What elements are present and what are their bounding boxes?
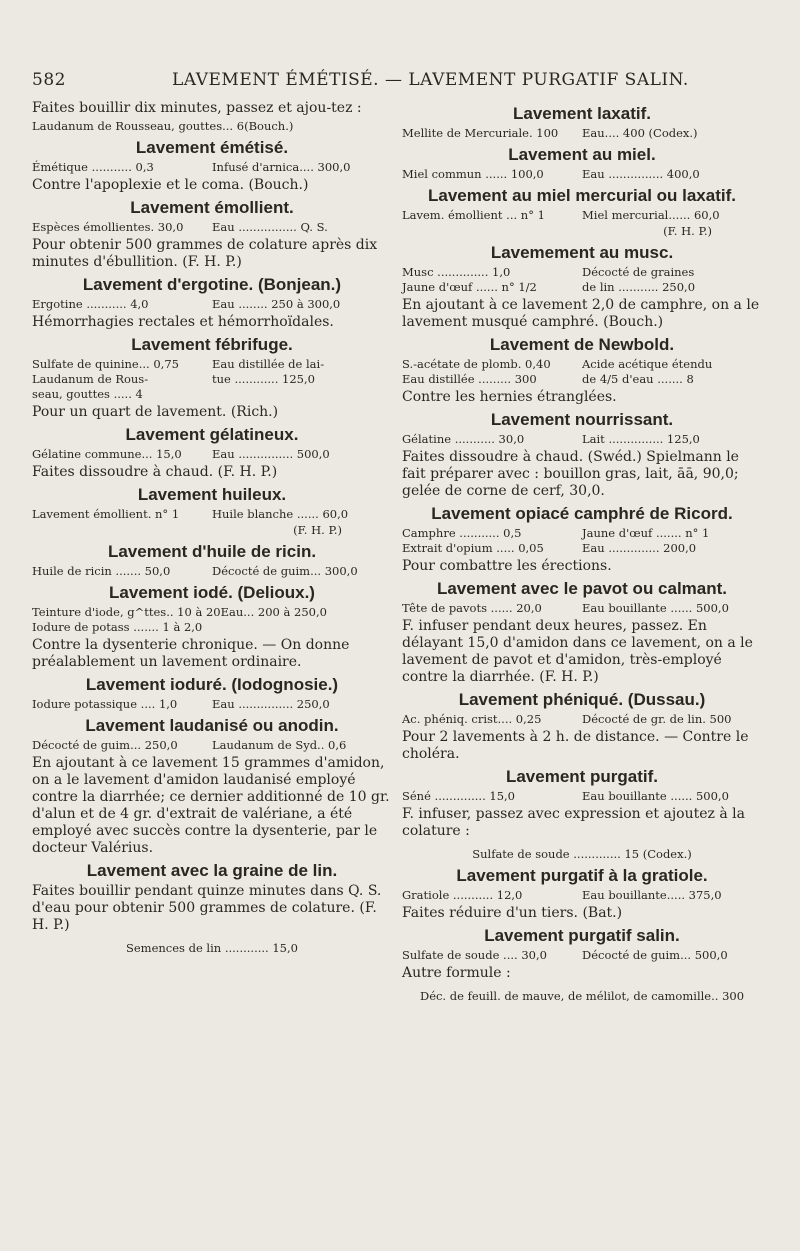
- ingredient-left: Huile de ricin ....... 50,0: [32, 564, 171, 578]
- recipe-text: Pour un quart de lavement. (Rich.): [32, 404, 279, 420]
- ingredient-left: Gélatine ........... 30,0: [402, 432, 525, 446]
- ingredient-right: Décocté de guim... 300,0: [212, 564, 358, 578]
- ingredient-line: Sulfate de soude ............. 15 (Codex.): [472, 847, 692, 861]
- ingredient-right: Jaune d'œuf ....... n° 1: [582, 526, 710, 540]
- right-column: [402, 100, 762, 1004]
- recipe-title: Lavement laxatif.: [513, 104, 651, 123]
- ingredient-row: [402, 789, 762, 804]
- recipe-section: [402, 692, 762, 763]
- ingredient-row: [402, 372, 762, 387]
- ingredient-left: Tête de pavots ...... 20,0: [402, 601, 542, 615]
- ingredient-row: [402, 948, 762, 963]
- ingredient-left: Extrait d'opium ..... 0,05: [402, 541, 544, 555]
- recipe-section: [402, 868, 762, 922]
- recipe-section: [402, 928, 762, 1004]
- recipe-text: Pour obtenir 500 grammes de colature après dix minutes d'ébullition. (F. H. P.): [32, 237, 378, 270]
- ingredient-right: Eau bouillante ...... 500,0: [582, 789, 729, 803]
- recipe-title: Lavement nourrissant.: [490, 410, 674, 429]
- recipe-title: Lavement purgatif.: [505, 767, 659, 786]
- recipe-section: [402, 581, 762, 686]
- ingredient-right: Miel mercurial...... 60,0: [582, 208, 720, 222]
- recipe-title: Lavement ioduré. (Iodognosie.): [85, 675, 339, 694]
- recipe-section: [402, 106, 762, 141]
- recipe-title: Lavement fébrifuge.: [131, 335, 293, 354]
- ingredient-row: [32, 605, 392, 620]
- recipe-title: Lavement avec la graine de lin.: [86, 861, 338, 880]
- ingredient-left: Lavement émollient. n° 1: [32, 507, 180, 521]
- ingredient-row: [32, 738, 392, 753]
- ingredient-left: Musc .............. 1,0: [402, 265, 511, 279]
- intro-text: Faites bouillir dix minutes, passez et ajou-tez :: [32, 100, 362, 116]
- ingredient-row: [32, 372, 392, 387]
- ingredient-right: [212, 620, 392, 635]
- source-note: (F. H. P.): [293, 523, 342, 537]
- ingredient-right: Eau .............. 200,0: [582, 541, 697, 555]
- intro-right: (Bouch.): [244, 119, 294, 133]
- ingredient-right: [212, 387, 392, 402]
- recipe-title: Lavement laudanisé ou anodin.: [85, 716, 339, 735]
- ingredient-left: Décocté de guim... 250,0: [32, 738, 178, 752]
- ingredient-left: Gratiole ........... 12,0: [402, 888, 523, 902]
- recipe-text: F. infuser, passez avec expression et ajoutez à la colature :: [402, 806, 745, 839]
- running-title: LAVEMENT ÉMÉTISÉ. — LAVEMENT PURGATIF SALIN.: [172, 70, 689, 90]
- recipe-title: Lavement au miel.: [508, 145, 656, 164]
- recipe-text: Autre formule :: [402, 965, 511, 981]
- recipe-title: Lavement iodé. (Delioux.): [109, 583, 315, 602]
- recipe-text: Contre les hernies étranglées.: [402, 389, 617, 405]
- ingredient-right: Lait ............... 125,0: [582, 432, 700, 446]
- recipe-section: [32, 487, 392, 538]
- ingredient-row: [32, 220, 392, 235]
- intro-row: [32, 119, 392, 134]
- ingredient-right: de 4/5 d'eau ....... 8: [582, 372, 694, 386]
- ingredient-left: Séné .............. 15,0: [402, 789, 515, 803]
- recipe-text: Hémorrhagies rectales et hémorrhoïdales.: [32, 314, 334, 330]
- ingredient-left: Camphre ........... 0,5: [402, 526, 522, 540]
- source-note: (F. H. P.): [663, 224, 712, 238]
- recipe-title: Lavement phéniqué. (Dussau.): [458, 690, 706, 709]
- ingredient-left: Eau distillée ......... 300: [402, 372, 537, 386]
- recipe-section: [32, 544, 392, 579]
- ingredient-right: Eau ............... 250,0: [212, 697, 330, 711]
- recipe-text: F. infuser pendant deux heures, passez. En délayant 15,0 d'amidon dans ce lavement, on a le lavement de pavot et d'amidon, très-employé contre la diarrhée. (F. H. P.): [402, 618, 753, 685]
- ingredient-right: Décocté de graines: [582, 265, 695, 279]
- recipe-text: Contre l'apoplexie et le coma. (Bouch.): [32, 177, 309, 193]
- recipe-section: [32, 863, 392, 956]
- ingredient-right: Eau distillée de lai-: [212, 357, 325, 371]
- recipe-text: Faites bouillir pendant quinze minutes dans Q. S. d'eau pour obtenir 500 grammes de colature. (F. H. P.): [32, 883, 382, 933]
- recipe-section: [402, 337, 762, 406]
- recipe-text: En ajoutant à ce lavement 15 grammes d'amidon, on a le lavement d'amidon laudanisé employé contre la diarrhée; ce dernier additionné de 10 gr. d'alun et de 4 gr. d'extrait de valériane, a été employé avec succès contre la dysenterie, par le docteur Valérius.: [32, 755, 390, 856]
- recipe-section: [32, 677, 392, 712]
- ingredient-right: Infusé d'arnica.... 300,0: [212, 160, 351, 174]
- ingredient-right: Eau ............... 400,0: [582, 167, 700, 181]
- recipe-title: Lavement gélatineux.: [125, 425, 299, 444]
- ingredient-right: Huile blanche ...... 60,0: [212, 507, 349, 521]
- recipe-title: Lavemement au musc.: [490, 243, 674, 262]
- ingredient-row: [402, 432, 762, 447]
- recipe-section: [32, 277, 392, 331]
- ingredient-right: de lin ........... 250,0: [582, 280, 696, 294]
- recipe-section: [402, 245, 762, 331]
- ingredient-left: Gélatine commune... 15,0: [32, 447, 182, 461]
- recipe-title: Lavement d'ergotine. (Bonjean.): [82, 275, 342, 294]
- ingredient-line: Déc. de feuill. de mauve, de mélilot, de camomille.. 300: [419, 989, 745, 1003]
- ingredient-left: Ergotine ........... 4,0: [32, 297, 149, 311]
- recipe-section: [32, 585, 392, 671]
- left-column: [32, 100, 392, 956]
- ingredient-right: tue ............ 125,0: [212, 372, 315, 386]
- ingredient-row: [402, 208, 762, 223]
- recipe-title: Lavement avec le pavot ou calmant.: [436, 579, 728, 598]
- recipe-section: [402, 769, 762, 862]
- recipe-text: Pour combattre les érections.: [402, 558, 612, 574]
- ingredient-right: Eau bouillante ...... 500,0: [582, 601, 729, 615]
- ingredient-right: Laudanum de Syd.. 0,6: [212, 738, 347, 752]
- ingredient-right: Eau bouillante..... 375,0: [582, 888, 722, 902]
- ingredient-row: [402, 167, 762, 182]
- recipe-text: Faites dissoudre à chaud. (F. H. P.): [32, 464, 278, 480]
- recipe-text: Faites réduire d'un tiers. (Bat.): [402, 905, 623, 921]
- ingredient-left: Lavem. émollient ... n° 1: [402, 208, 545, 222]
- ingredient-left: Jaune d'œuf ...... n° 1/2: [402, 280, 537, 294]
- recipe-title: Lavement purgatif salin.: [484, 926, 680, 945]
- ingredient-row: [402, 601, 762, 616]
- intro-left: Laudanum de Rousseau, gouttes... 6: [32, 119, 245, 133]
- recipe-title: Lavement émétisé.: [135, 138, 289, 157]
- ingredient-row: [32, 160, 392, 175]
- ingredient-row: [32, 564, 392, 579]
- ingredient-left: Laudanum de Rous-: [32, 372, 149, 386]
- ingredient-left: seau, gouttes ..... 4: [32, 387, 143, 401]
- ingredient-right: Eau ............... 500,0: [212, 447, 330, 461]
- ingredient-row: [402, 712, 762, 727]
- recipe-section: [402, 506, 762, 575]
- ingredient-row: [32, 357, 392, 372]
- ingredient-row: [32, 620, 392, 635]
- ingredient-row: [402, 888, 762, 903]
- recipe-title: Lavement d'huile de ricin.: [107, 542, 317, 561]
- page-number: 582: [32, 70, 66, 90]
- recipe-section: [402, 147, 762, 182]
- ingredient-right: Eau... 200 à 250,0: [220, 605, 327, 619]
- ingredient-right: Acide acétique étendu: [582, 357, 713, 371]
- ingredient-row: [32, 297, 392, 312]
- recipe-title: Lavement de Newbold.: [489, 335, 675, 354]
- recipe-title: Lavement au miel mercurial ou laxatif.: [427, 186, 736, 205]
- ingredient-row: [402, 357, 762, 372]
- ingredient-left: Ac. phéniq. crist.... 0,25: [402, 712, 542, 726]
- recipe-text: En ajoutant à ce lavement 2,0 de camphre, on a le lavement musqué camphré. (Bouch.): [402, 297, 760, 330]
- ingredient-row: [32, 507, 392, 522]
- recipe-section: [32, 337, 392, 421]
- ingredient-row: [32, 447, 392, 462]
- ingredient-left: Sulfate de soude .... 30,0: [402, 948, 547, 962]
- ingredient-row: [402, 526, 762, 541]
- ingredient-right: Décocté de gr. de lin. 500: [582, 712, 732, 726]
- recipe-title: Lavement huileux.: [137, 485, 287, 504]
- recipe-section: [402, 188, 762, 239]
- recipe-section: [32, 140, 392, 194]
- ingredient-right: Décocté de guim... 500,0: [582, 948, 728, 962]
- ingredient-left: Émétique ........... 0,3: [32, 160, 154, 174]
- recipe-section: [32, 718, 392, 857]
- recipe-text: Contre la dysenterie chronique. — On donne préalablement un lavement ordinaire.: [32, 637, 350, 670]
- recipe-title: Lavement opiacé camphré de Ricord.: [431, 504, 733, 523]
- recipe-text: Faites dissoudre à chaud. (Swéd.) Spielmann le fait préparer avec : bouillon gras, lait, āā, 90,0; gelée de corne de cerf, 30,0.: [402, 449, 739, 499]
- ingredient-right: Eau ........ 250 à 300,0: [212, 297, 341, 311]
- ingredient-left: Miel commun ...... 100,0: [402, 167, 544, 181]
- ingredient-left: Espèces émollientes. 30,0: [32, 220, 184, 234]
- ingredient-row: [402, 126, 762, 141]
- ingredient-left: Teinture d'iode, g^ttes.. 10 à 20: [32, 605, 221, 619]
- recipe-section: [32, 200, 392, 271]
- ingredient-row: [32, 387, 392, 402]
- recipe-section: [402, 412, 762, 500]
- recipe-section: [32, 427, 392, 481]
- ingredient-left: Sulfate de quinine... 0,75: [32, 357, 179, 371]
- recipe-text: Pour 2 lavements à 2 h. de distance. — Contre le choléra.: [402, 729, 749, 762]
- ingredient-right: Eau.... 400 (Codex.): [582, 126, 698, 140]
- ingredient-left: S.-acétate de plomb. 0,40: [402, 357, 551, 371]
- ingredient-line: Semences de lin ............ 15,0: [126, 941, 298, 955]
- ingredient-row: [402, 541, 762, 556]
- recipe-title: Lavement purgatif à la gratiole.: [456, 866, 708, 885]
- ingredient-left: Iodure potassique .... 1,0: [32, 697, 178, 711]
- ingredient-right: Eau ................ Q. S.: [212, 220, 328, 234]
- recipe-title: Lavement émollient.: [130, 198, 294, 217]
- ingredient-left: Mellite de Mercuriale. 100: [402, 126, 559, 140]
- ingredient-row: [402, 280, 762, 295]
- ingredient-left: Iodure de potass ....... 1 à 2,0: [32, 620, 203, 634]
- ingredient-row: [402, 265, 762, 280]
- ingredient-row: [32, 697, 392, 712]
